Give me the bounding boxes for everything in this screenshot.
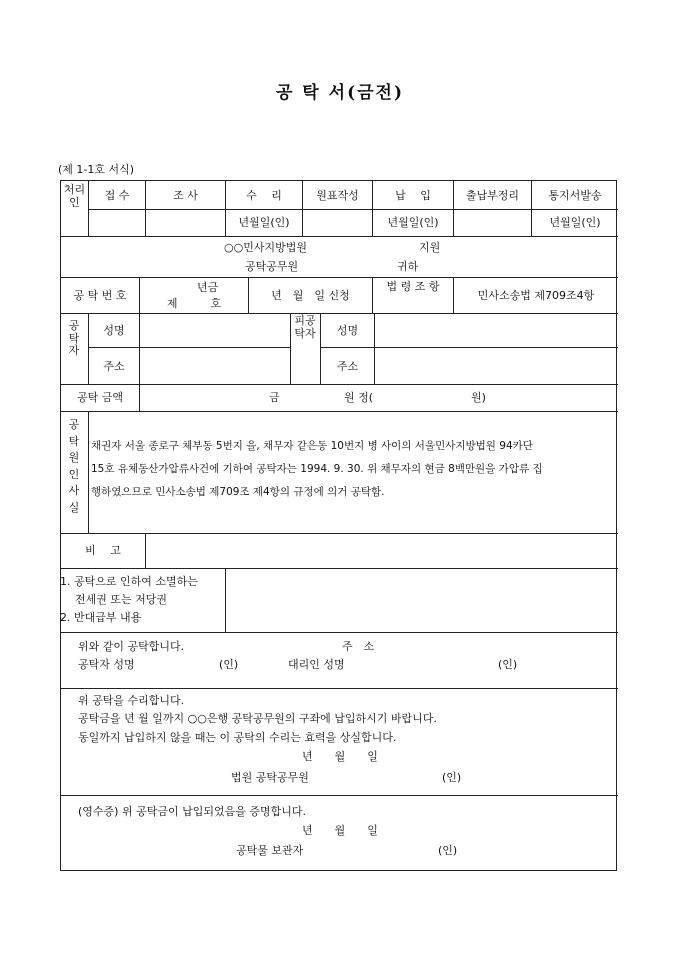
declaration-agent-name: 대리인 성명: [288, 658, 345, 671]
header-ledger: 원표작성: [316, 189, 359, 202]
acceptance-line-3: 동일까지 납입하지 않을 때는 이 공탁의 수리는 효력을 상실합니다.: [78, 731, 397, 744]
deposit-year-money: 년금: [197, 281, 219, 294]
page-title: 공 탁 서(금전): [275, 83, 405, 103]
depositor-name-label: 성명: [103, 324, 125, 337]
amount-end: 원): [471, 391, 486, 404]
request-date: 년 월 일 신청: [271, 289, 350, 302]
court-officer: 공탁공무원: [245, 260, 299, 273]
divider: [139, 313, 140, 384]
divider: [320, 347, 618, 348]
divider: [88, 411, 89, 533]
acceptance-seal: (인): [442, 771, 462, 784]
header-acceptance: 수 리: [246, 189, 282, 202]
remarks-label: 비 고: [85, 544, 121, 557]
acceptance-date: 년 월 일: [302, 750, 378, 763]
reason-line-2: 15호 유체동산가압류사건에 기하여 공탁자는 1994. 9. 30. 위 채무자의 현금 8백만원을 가압류 집: [91, 463, 543, 475]
amount-won: 금: [269, 391, 280, 404]
divider: [290, 313, 291, 384]
acceptance-line-2: 공탁금을 년 월 일까지 ○○은행 공탁공무원의 구좌에 납입하시기 바랍니다.: [78, 712, 437, 725]
divider: [225, 568, 226, 632]
amount-label: 공탁 금액: [76, 391, 123, 404]
divider: [61, 313, 618, 314]
deposit-number-label: 공 탁 번 호: [73, 289, 127, 302]
processor-label: 처리인: [63, 183, 86, 209]
extinction-line-2: 전세권 또는 저당권: [75, 593, 168, 606]
header-inspection: 조 사: [173, 189, 198, 202]
divider: [61, 411, 618, 412]
court-honorific: 귀하: [397, 260, 419, 273]
declaration-seal-1: (인): [219, 658, 239, 671]
header-payment: 납 입: [395, 189, 431, 202]
amount-jeong: 원 정(: [344, 391, 374, 404]
reason-label: 공탁원인사실: [68, 418, 80, 514]
declaration-depositor-name: 공탁자 성명: [78, 658, 135, 671]
depositee-address-label: 주소: [336, 360, 359, 373]
divider: [61, 236, 618, 237]
divider: [372, 277, 373, 313]
date-notice: 년월일(인): [549, 216, 601, 229]
court-name: ○○민사지방법원: [224, 241, 307, 254]
divider: [61, 795, 618, 796]
divider: [61, 568, 618, 569]
receipt-line: (영수증) 위 공탁금이 납입되었음을 증명합니다.: [78, 805, 306, 818]
extinction-line-3: 2. 반대급부 내용: [60, 611, 142, 624]
date-payment: 년월일(인): [387, 216, 439, 229]
depositor-address-label: 주소: [103, 360, 125, 373]
law-article-label: 법 령 조 항: [386, 280, 440, 293]
receipt-custodian: 공탁물 보관자: [236, 844, 304, 857]
declaration-address-label: 주 소: [342, 640, 375, 653]
divider: [374, 313, 375, 384]
divider: [61, 688, 618, 689]
declaration-line: 위와 같이 공탁합니다.: [78, 640, 185, 653]
reason-line-3: 행하였으므로 민사소송법 제709조 제4항의 규정에 의거 공탁함.: [91, 486, 385, 498]
divider: [61, 277, 618, 278]
receipt-date: 년 월 일: [302, 824, 378, 837]
divider: [88, 347, 290, 348]
court-branch: 지원: [419, 241, 441, 254]
divider: [145, 533, 146, 568]
extinction-line-1: 1. 공탁으로 인하여 소멸하는: [60, 575, 198, 588]
depositee-name-label: 성명: [336, 324, 359, 337]
acceptance-line-1: 위 공탁을 수리합니다.: [78, 694, 185, 707]
deposit-form: [60, 180, 617, 871]
reason-line-1: 채권자 서울 종로구 체부동 5번지 을, 채무자 같은동 10번지 병 사이의 서울민사지방법원 94카단: [91, 440, 533, 452]
depositor-label: 공탁자: [68, 319, 80, 358]
header-notice: 통지서발송: [548, 189, 602, 202]
deposit-je-ho: 제 호: [166, 297, 222, 310]
divider: [88, 313, 89, 384]
header-cashbook: 출납부정리: [465, 189, 520, 202]
receipt-seal: (인): [438, 844, 458, 857]
depositee-label: 피공탁자: [294, 314, 316, 340]
law-article-value: 민사소송법 제709조4항: [477, 289, 595, 302]
header-receipt: 접 수: [104, 189, 130, 202]
acceptance-officer: 법원 공탁공무원: [231, 771, 309, 784]
declaration-seal-2: (인): [498, 658, 518, 671]
divider: [61, 632, 618, 633]
divider: [320, 313, 321, 384]
divider: [61, 384, 618, 385]
divider: [139, 384, 140, 411]
form-number: (제 1-1호 서식): [58, 163, 135, 176]
date-acceptance: 년월일(인): [238, 216, 290, 229]
divider: [88, 209, 618, 210]
